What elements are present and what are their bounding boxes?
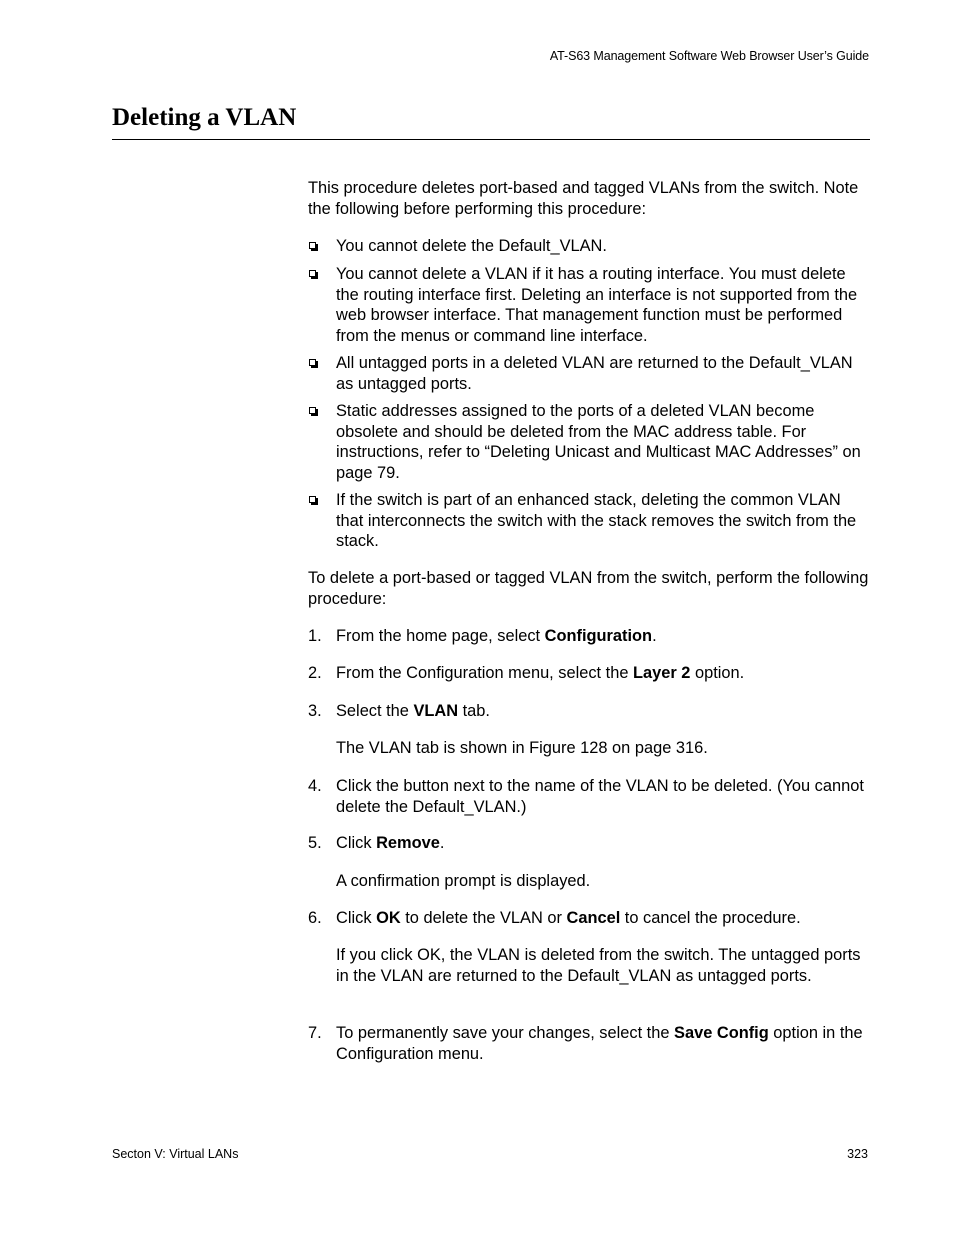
- step-note: A confirmation prompt is displayed.: [336, 872, 591, 890]
- step-4: [308, 776, 870, 817]
- step-number: 4.: [308, 777, 322, 795]
- note-text: You cannot delete a VLAN if it has a routing interface. You must delete the routing interface first. Deleting an interface is not supported from the web browser interface. That management function must be performed from the menus or command line interface.: [336, 265, 858, 345]
- note-text: If the switch is part of an enhanced stack, deleting the common VLAN that interconnects the switch with the stack removes the switch from the stack.: [336, 491, 857, 551]
- step-7: [308, 1023, 870, 1064]
- note-item: [308, 236, 870, 257]
- step-text: From the home page, select Configuration.: [336, 627, 657, 645]
- note-text: All untagged ports in a deleted VLAN are returned to the Default_VLAN as untagged ports.: [336, 354, 853, 393]
- step-text: To permanently save your changes, select the Save Config option in the Configuration menu.: [336, 1024, 863, 1063]
- step-2: [308, 663, 870, 684]
- note-item: [308, 353, 870, 394]
- step-number: 7.: [308, 1024, 322, 1042]
- step-text: Click the button next to the name of the VLAN to be deleted. (You cannot delete the Default_VLAN.): [336, 777, 864, 816]
- step-5: [308, 833, 870, 854]
- step-number: 1.: [308, 627, 322, 645]
- step-text: From the Configuration menu, select the Layer 2 option.: [336, 664, 745, 682]
- step-text: Click Remove.: [336, 834, 445, 852]
- procedure-intro: To delete a port-based or tagged VLAN from the switch, perform the following procedure:: [308, 569, 869, 608]
- step-number: 6.: [308, 909, 322, 927]
- checkbox-bullet-icon: [309, 359, 316, 366]
- ui-term: Configuration: [544, 627, 653, 645]
- checkbox-bullet-icon: [309, 407, 316, 414]
- note-item: [308, 401, 870, 483]
- step-number: 5.: [308, 834, 322, 852]
- step-number: 3.: [308, 702, 322, 720]
- note-item: [308, 490, 870, 552]
- step-1: [308, 626, 870, 647]
- step-note: If you click OK, the VLAN is deleted from the switch. The untagged ports in the VLAN are returned to the Default_VLAN as untagged ports.: [336, 946, 861, 985]
- ui-term: Remove: [376, 834, 440, 852]
- checkbox-bullet-icon: [309, 242, 316, 249]
- step-6: [308, 908, 870, 929]
- title-rule: [112, 139, 870, 140]
- ui-term: Save Config: [674, 1024, 769, 1042]
- footer-section: Secton V: Virtual LANs: [112, 1147, 239, 1161]
- step-text: Click OK to delete the VLAN or Cancel to cancel the procedure.: [336, 909, 801, 927]
- intro-paragraph: This procedure deletes port-based and tagged VLANs from the switch. Note the following before performing this procedure:: [308, 179, 859, 218]
- ui-term: Cancel: [566, 909, 621, 927]
- step-text: Select the VLAN tab.: [336, 702, 490, 720]
- step-3: [308, 701, 870, 722]
- note-text: Static addresses assigned to the ports of a deleted VLAN become obsolete and should be deleted from the MAC address table. For instructions, refer to “Deleting Unicast and Multicast MAC Addresses” on page 79.: [336, 402, 861, 482]
- page-number: 323: [847, 1147, 868, 1161]
- ui-term: OK: [376, 909, 401, 927]
- note-text: You cannot delete the Default_VLAN.: [336, 237, 607, 255]
- ui-term: Layer 2: [633, 664, 691, 682]
- step-number: 2.: [308, 664, 322, 682]
- step-note: The VLAN tab is shown in Figure 128 on page 316.: [336, 739, 708, 757]
- ui-term: VLAN: [413, 702, 459, 720]
- checkbox-bullet-icon: [309, 496, 316, 503]
- checkbox-bullet-icon: [309, 270, 316, 277]
- page-title: Deleting a VLAN: [112, 104, 297, 131]
- running-header: AT-S63 Management Software Web Browser User’s Guide: [549, 49, 869, 63]
- note-item: [308, 264, 870, 346]
